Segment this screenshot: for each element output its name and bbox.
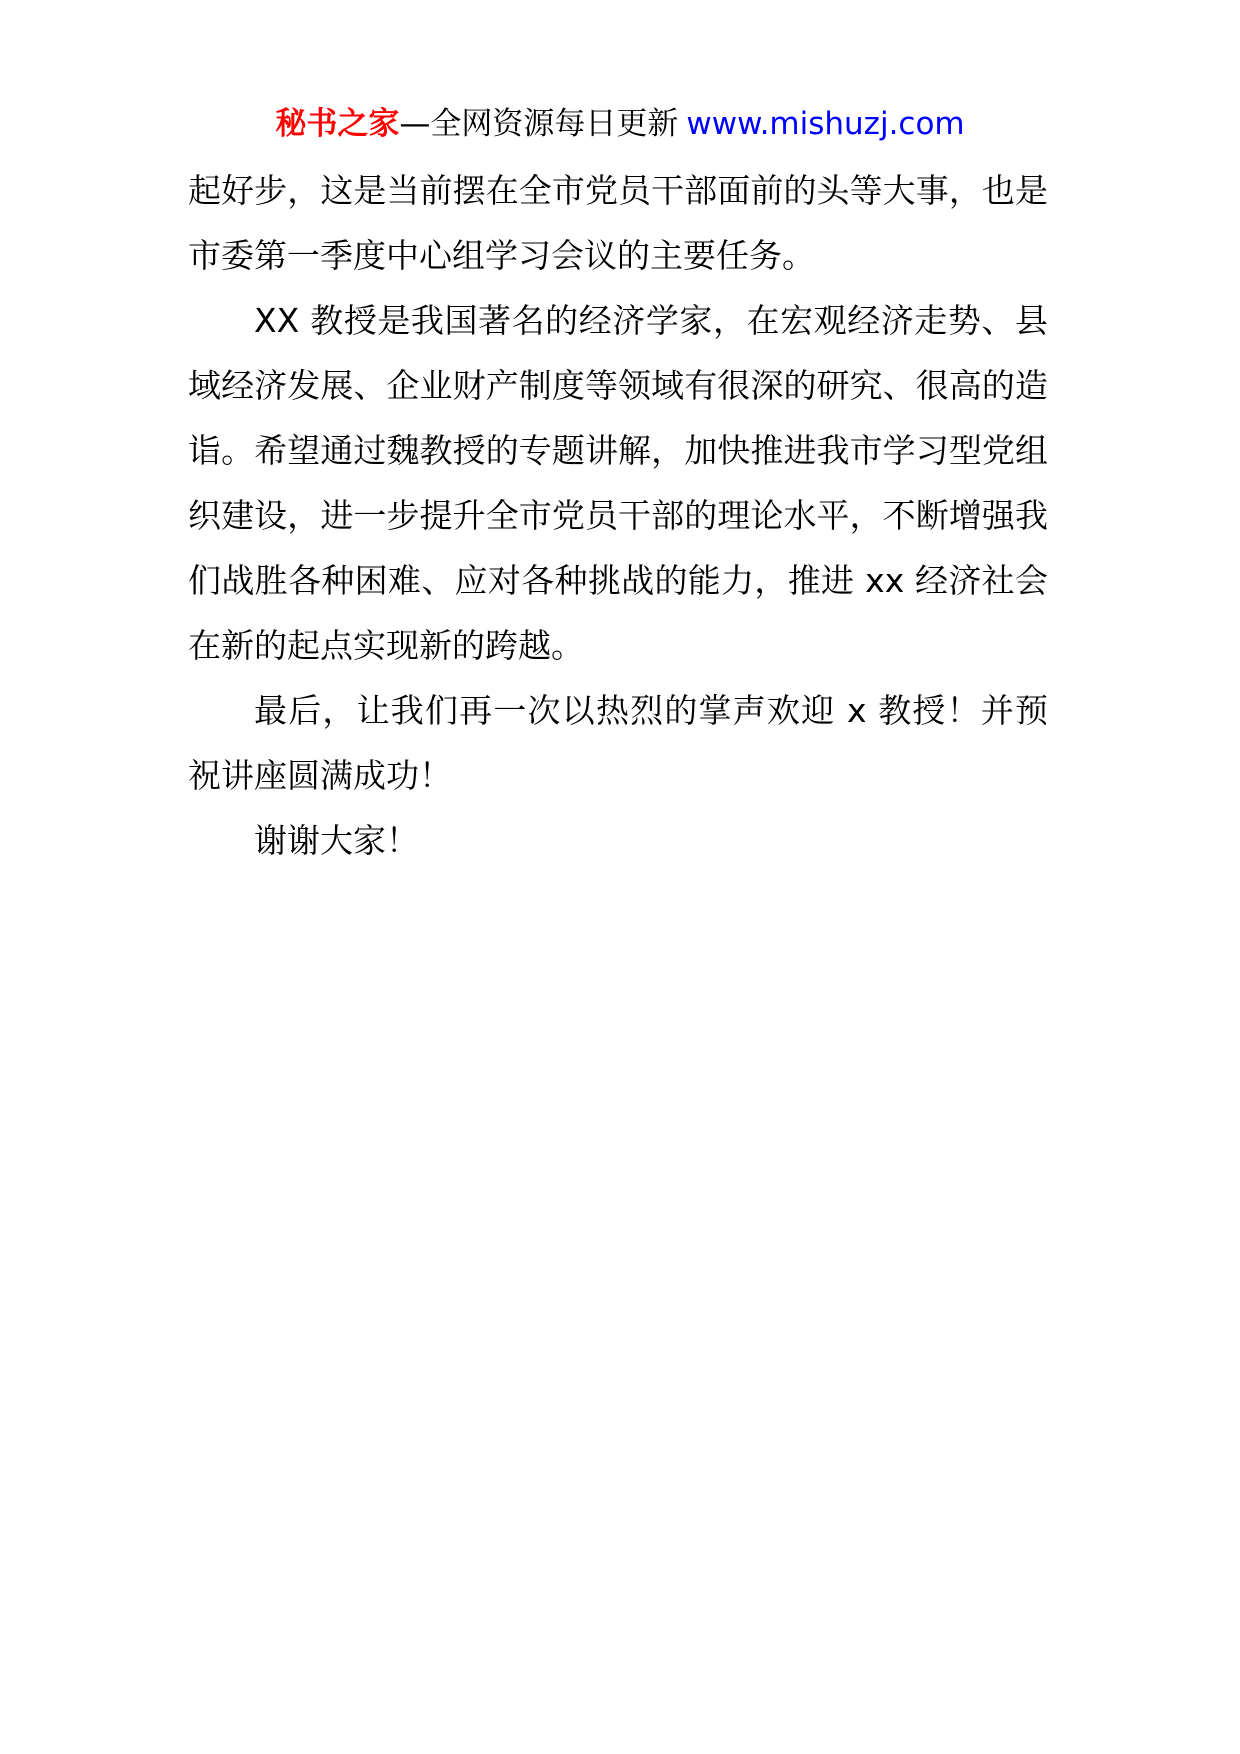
paragraph-professor-intro: XX 教授是我国著名的经济学家，在宏观经济走势、县域经济发展、企业财产制度等领域有很深的研究、很高的造诣。希望通过魏教授的专题讲解，加快推进我市学习型党组织建设，进一步提升全市党员干部的理论水平，不断增强我们战胜各种困难、应对各种挑战的能力，推进 xx 经济社会在新的起点实现新的跨越。 (188, 301, 1048, 665)
page-header (0, 102, 1240, 146)
document-body (188, 158, 1048, 873)
header-tagline: —全网资源每日更新 (399, 106, 679, 142)
brand-name: 秘书之家 (275, 106, 400, 142)
paragraph-welcome: 最后，让我们再一次以热烈的掌声欢迎 x 教授！并预祝讲座圆满成功！ (188, 691, 1048, 795)
paragraph-continuation: 起好步，这是当前摆在全市党员干部面前的头等大事，也是市委第一季度中心组学习会议的主要任务。 (188, 171, 1048, 275)
paragraph-thanks: 谢谢大家！ (254, 821, 419, 860)
site-url-link[interactable]: www.mishuzj.com (686, 106, 965, 142)
